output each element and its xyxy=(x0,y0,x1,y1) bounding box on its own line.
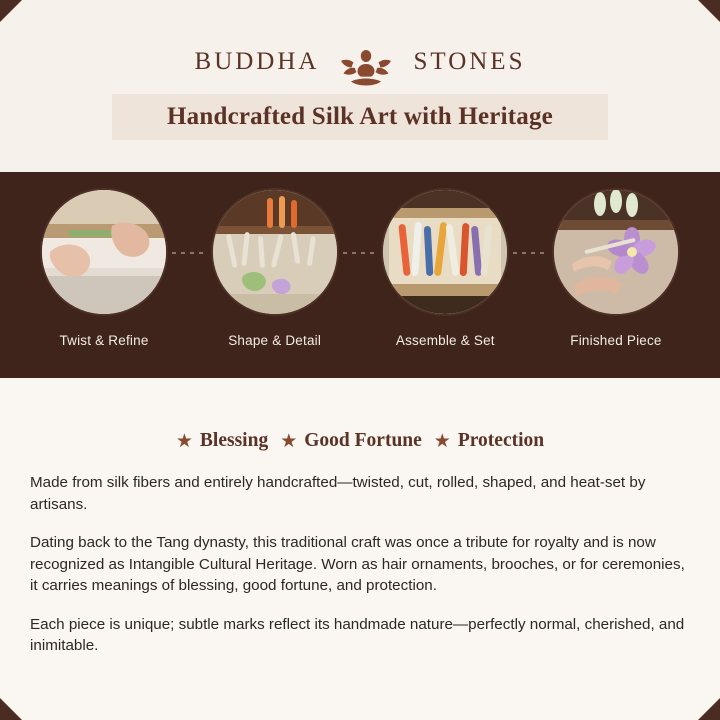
process-step xyxy=(199,188,351,348)
star-icon: ★ xyxy=(433,430,451,452)
brand-word-right: STONES xyxy=(413,48,526,75)
benefit-item-blessing xyxy=(176,430,268,452)
process-step xyxy=(28,188,180,348)
benefit-label: Blessing xyxy=(199,430,269,451)
corner-accent-top-left xyxy=(0,0,22,22)
benefits-row xyxy=(0,430,720,452)
description-paragraph-2: Dating back to the Tang dynasty, this traditional craft was once a tribute for royalty and is now recognized as Intangible Cultural Heritage. Worn as hair ornaments, brooches, or for ceremonies, it carries meanings of blessing, good fortune, and protection. xyxy=(30,534,685,595)
process-steps-band xyxy=(0,172,720,378)
benefit-label: Good Fortune xyxy=(304,430,422,451)
corner-accent-bottom-left xyxy=(0,698,22,720)
page-title-bar xyxy=(112,94,608,140)
benefit-label: Protection xyxy=(457,430,545,451)
step-image-shape-detail xyxy=(211,188,339,316)
benefit-item-good-fortune xyxy=(280,430,422,452)
description-paragraph-1: Made from silk fibers and entirely handcrafted—twisted, cut, rolled, shaped, and heat-set by artisans. xyxy=(30,474,646,513)
lotus-meditation-icon xyxy=(335,38,397,86)
step-label: Finished Piece xyxy=(570,333,662,348)
step-image-assemble-set xyxy=(381,188,509,316)
page-title: Handcrafted Silk Art with Heritage xyxy=(167,103,553,130)
star-icon: ★ xyxy=(175,430,193,452)
description-paragraph-3: Each piece is unique; subtle marks reflect its handmade nature—perfectly normal, cherished, and inimitable. xyxy=(30,615,685,655)
step-image-twist-refine xyxy=(40,188,168,316)
brand-word-left: BUDDHA xyxy=(194,48,320,75)
description-paragraphs xyxy=(30,472,692,674)
brand-lockup xyxy=(0,38,720,86)
star-icon: ★ xyxy=(280,430,298,452)
description-section xyxy=(0,378,720,720)
step-label: Shape & Detail xyxy=(228,333,322,348)
header-section xyxy=(0,0,720,172)
corner-accent-bottom-right xyxy=(698,698,720,720)
step-image-finished-piece xyxy=(552,188,680,316)
step-label: Assemble & Set xyxy=(395,333,495,348)
step-label: Twist & Refine xyxy=(59,333,149,348)
process-step xyxy=(369,188,521,348)
benefit-item-protection xyxy=(434,430,544,452)
process-steps-list xyxy=(28,188,692,348)
process-step xyxy=(540,188,692,348)
corner-accent-top-right xyxy=(698,0,720,22)
